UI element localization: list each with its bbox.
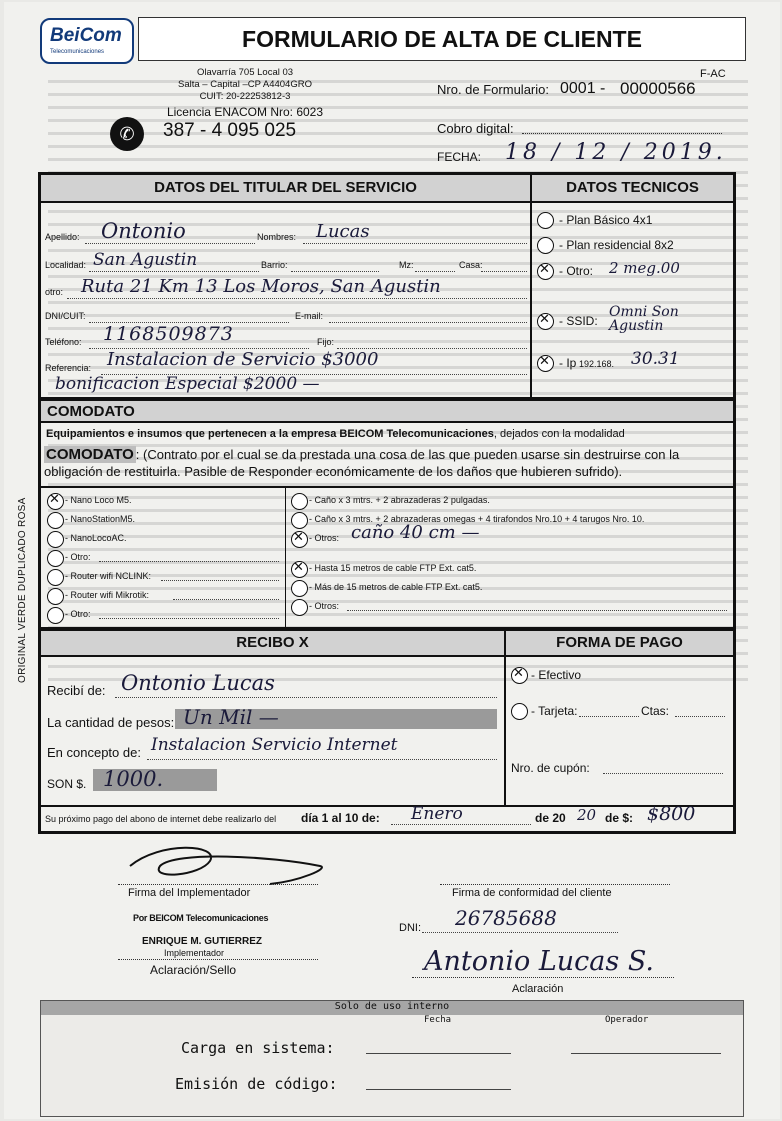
otros-2-check[interactable] xyxy=(291,599,308,616)
comodato-definition-a: : (Contrato por el cual se da prestada una cosa de las que pueden usarse sin destruirse con la xyxy=(135,447,680,462)
telefono-value[interactable]: 1168509873 xyxy=(103,323,234,345)
form-number-label: Nro. de Formulario: xyxy=(437,82,549,97)
implementador-sign-line xyxy=(118,884,318,885)
form-code: F-AC xyxy=(700,68,726,80)
internal-fecha-label: Fecha xyxy=(424,1015,452,1025)
telefono-label: Teléfono: xyxy=(45,337,82,347)
casa-label: Casa: xyxy=(459,260,483,270)
localidad-value[interactable]: San Agustin xyxy=(93,250,198,270)
otros-1-check[interactable] xyxy=(291,531,308,548)
referencia-value[interactable]: Instalacion de Servicio $3000 xyxy=(107,349,379,370)
comodato-intro-tail: , dejados con la modalidad xyxy=(493,428,625,440)
dni-sign-line xyxy=(422,932,618,933)
titular-heading: DATOS DEL TITULAR DEL SERVICIO xyxy=(41,175,530,203)
recibo-footer-rule xyxy=(41,805,733,807)
router-mikrotik-line xyxy=(173,599,279,600)
pago-heading: FORMA DE PAGO xyxy=(506,631,733,657)
proximo-mes-line xyxy=(391,824,531,825)
aclaracion-label: Aclaración xyxy=(512,983,564,995)
comodato-left-item: - Nano Loco M5. xyxy=(65,495,132,505)
plan-otro-value[interactable]: 2 meg.00 xyxy=(609,259,680,277)
company-address xyxy=(150,67,340,103)
internal-use-section xyxy=(40,1000,744,1117)
cupon-line xyxy=(603,773,723,774)
router-nclink-check[interactable] xyxy=(47,569,64,586)
son-label: SON $. xyxy=(47,777,87,791)
cable-15-check[interactable] xyxy=(291,561,308,578)
email-label: E-mail: xyxy=(295,311,324,321)
comodato-right-item: - Hasta 15 metros de cable FTP Ext. cat5. xyxy=(309,563,477,573)
cobro-digital-label: Cobro digital: xyxy=(437,121,514,136)
company-phone: 387 - 4 095 025 xyxy=(163,120,297,141)
section-divider xyxy=(530,175,532,397)
apellido-line xyxy=(85,243,255,244)
cobro-digital-field[interactable] xyxy=(522,133,722,134)
router-mikrotik-check[interactable] xyxy=(47,588,64,605)
otro-value[interactable]: Ruta 21 Km 13 Los Moros, San Agustin xyxy=(81,276,441,297)
nanostation-check[interactable] xyxy=(47,512,64,529)
fecha-label: FECHA: xyxy=(437,150,482,164)
monto-value[interactable]: $800 xyxy=(647,803,696,825)
recibo-heading: RECIBO X xyxy=(41,631,504,657)
comodato-word: COMODATO xyxy=(46,446,134,463)
otros-1-value[interactable]: caño 40 cm — xyxy=(351,522,480,543)
plan-residencial-label: - Plan residencial 8x2 xyxy=(559,238,674,252)
comodato-right-item: - Caño x 3 mtrs. + 2 abrazaderas 2 pulgadas. xyxy=(309,495,490,505)
recibo-divider xyxy=(504,631,506,805)
ctas-line xyxy=(675,716,725,717)
ssid-label: - SSID: xyxy=(559,314,598,328)
apellido-value[interactable]: Ontonio xyxy=(101,219,186,243)
comodato-section xyxy=(38,398,736,630)
otros-2-line xyxy=(347,610,727,611)
dni-label: DNI/CUIT: xyxy=(45,311,86,321)
ctas-label: Ctas: xyxy=(641,704,670,718)
fecha-value[interactable]: 18 / 12 / 2019. xyxy=(505,140,727,165)
comodato-left-item: - Router wifi Mikrotik: xyxy=(65,590,150,600)
comodato-right-item: - Otros: xyxy=(309,533,340,543)
comodato-right-item: - Caño x 3 mtrs. + 2 abrazaderas omegas + 4 tirafondos Nro.10 + 4 tarugos Nro. 10. xyxy=(309,514,645,524)
casa-line xyxy=(481,271,527,272)
comodato-rule xyxy=(41,486,733,488)
carga-date-line[interactable] xyxy=(366,1053,511,1054)
ssid-radio[interactable] xyxy=(537,313,554,330)
tarjeta-label: - Tarjeta: xyxy=(531,704,578,718)
aclaracion-line xyxy=(412,977,674,978)
monto-label: de $: xyxy=(605,811,634,825)
implementador-sign-label: Firma del Implementador xyxy=(128,887,251,899)
plan-otro-label: - Otro: xyxy=(559,264,594,278)
dni-sign-value[interactable]: 26785688 xyxy=(455,906,557,930)
efectivo-radio[interactable] xyxy=(511,667,528,684)
cano-omega-check[interactable] xyxy=(291,512,308,529)
carga-label: Carga en sistema: xyxy=(181,1039,335,1057)
ip-value[interactable]: 30.31 xyxy=(631,349,680,369)
router-nclink-line xyxy=(161,580,279,581)
email-line xyxy=(329,322,527,323)
concepto-label: En concepto de: xyxy=(47,745,141,760)
comodato-intro-bold: Equipamientos e insumos que pertenecen a la empresa BEICOM Telecomunicaciones xyxy=(46,428,494,440)
localidad-line xyxy=(89,271,259,272)
emision-label: Emisión de código: xyxy=(175,1075,338,1093)
carga-operador-line[interactable] xyxy=(571,1053,721,1054)
recibo-section xyxy=(38,628,736,834)
form-number: 00000566 xyxy=(620,79,696,98)
de20-label: de 20 xyxy=(535,811,566,825)
cantidad-value[interactable]: Un Mil — xyxy=(183,705,279,729)
cano-2-check[interactable] xyxy=(291,493,308,510)
comodato-intro xyxy=(46,428,625,440)
aclaracion-sello-label: Aclaración/Sello xyxy=(150,963,237,977)
referencia-value-2[interactable]: bonificacion Especial $2000 — xyxy=(55,374,320,394)
logo-text: BeiCom xyxy=(50,25,122,46)
nombres-line xyxy=(303,243,527,244)
plan-residencial-radio[interactable] xyxy=(537,237,554,254)
cliente-sign-line xyxy=(440,884,670,885)
ssid-value[interactable]: Omni Son Agustin xyxy=(609,304,679,334)
form-number-prefix: 0001 - xyxy=(560,80,606,97)
proximo-mes-value[interactable]: Enero xyxy=(411,804,463,824)
cantidad-label: La cantidad de pesos: xyxy=(47,715,175,730)
cliente-name-handwritten[interactable]: Antonio Lucas S. xyxy=(424,946,654,977)
son-value[interactable]: 1000. xyxy=(103,767,164,791)
comodato-left-item: - Otro: xyxy=(65,609,91,619)
otro-label: otro: xyxy=(45,287,64,297)
referencia-label: Referencia: xyxy=(45,363,92,373)
recibi-value[interactable]: Ontonio Lucas xyxy=(121,671,275,695)
comodato-right-item: - Otros: xyxy=(309,601,340,611)
efectivo-label: - Efectivo xyxy=(531,668,582,682)
otro-2-check[interactable] xyxy=(47,607,64,624)
comodato-left-item: - Otro: xyxy=(65,552,91,562)
ip-radio[interactable] xyxy=(537,355,554,372)
proximo-dias: día 1 al 10 de: xyxy=(301,811,380,825)
concepto-line xyxy=(147,759,497,760)
titular-section xyxy=(38,172,736,400)
por-beicom: Por BEICOM Telecomunicaciones xyxy=(133,913,269,923)
logo-subtext: Telecomunicaciones xyxy=(50,49,105,55)
dni-sign-label: DNI: xyxy=(399,922,421,934)
comodato-definition xyxy=(44,446,724,480)
ip-label: - Ip xyxy=(559,356,577,370)
nombres-label: Nombres: xyxy=(257,232,297,242)
nanoloco-ac-check[interactable] xyxy=(47,531,64,548)
implementador-name: ENRIQUE M. GUTIERREZ xyxy=(142,936,263,947)
comodato-right-item: - Más de 15 metros de cable FTP Ext. cat5. xyxy=(309,582,483,592)
form-title: FORMULARIO DE ALTA DE CLIENTE xyxy=(138,17,746,61)
tecnicos-heading: DATOS TECNICOS xyxy=(532,175,733,203)
otro-1-line xyxy=(99,561,279,562)
recibi-label: Recibí de: xyxy=(47,683,106,698)
otro-1-check[interactable] xyxy=(47,550,64,567)
internal-operador-label: Operador xyxy=(605,1015,649,1025)
tarjeta-radio[interactable] xyxy=(511,703,528,720)
de20-value[interactable]: 20 xyxy=(577,806,597,824)
fijo-label: Fijo: xyxy=(317,337,335,347)
apellido-label: Apellido: xyxy=(45,232,80,242)
mz-label: Mz: xyxy=(399,260,414,270)
address-line-1: Olavarría 705 Local 03 xyxy=(196,67,294,78)
cupon-label: Nro. de cupón: xyxy=(511,761,590,775)
otro-2-line xyxy=(99,618,279,619)
implementador-role: Implementador xyxy=(164,948,225,958)
barrio-line xyxy=(291,271,379,272)
comodato-left-item: - Router wifi NCLINK: xyxy=(65,571,152,581)
recibi-line xyxy=(115,697,497,698)
aclaracion-sello-line xyxy=(118,959,318,960)
comodato-definition-b: obligación de restituirla. Pasible de Responder económicamente de los daños que hubieren sufrido). xyxy=(44,464,623,479)
comodato-divider xyxy=(285,487,286,627)
proximo-pago-label: Su próximo pago del abono de internet debe realizarlo del xyxy=(45,814,277,824)
beicom-logo xyxy=(40,18,134,64)
plan-basico-label: - Plan Básico 4x1 xyxy=(559,213,653,227)
address-line-2: Salta – Capital –CP A4404GRO xyxy=(178,79,312,90)
localidad-label: Localidad: xyxy=(45,260,87,270)
nombres-value[interactable]: Lucas xyxy=(316,221,370,242)
cliente-sign-label: Firma de conformidad del cliente xyxy=(452,887,612,899)
tarjeta-line xyxy=(579,716,639,717)
cable-mas-15-check[interactable] xyxy=(291,580,308,597)
whatsapp-phone-icon: ✆ xyxy=(110,117,144,151)
ip-prefix: 192.168. xyxy=(579,359,615,369)
comodato-heading: COMODATO xyxy=(41,401,733,423)
comodato-left-item: - NanoLocoAC. xyxy=(65,533,127,543)
otro-line xyxy=(67,298,527,299)
cuit: CUIT: 20-22253812-3 xyxy=(199,91,291,102)
plan-basico-radio[interactable] xyxy=(537,212,554,229)
copy-color-note: ORIGINAL VERDE DUPLICADO ROSA xyxy=(17,497,28,683)
mz-line xyxy=(415,271,455,272)
concepto-value[interactable]: Instalacion Servicio Internet xyxy=(151,735,398,755)
comodato-left-item: - NanoStationM5. xyxy=(65,514,136,524)
internal-heading: Solo de uso interno xyxy=(41,1001,743,1015)
barrio-label: Barrio: xyxy=(261,260,288,270)
emision-date-line[interactable] xyxy=(366,1089,511,1090)
license-number: Licencia ENACOM Nro: 6023 xyxy=(166,105,324,119)
plan-otro-radio[interactable] xyxy=(537,263,554,280)
nano-loco-m5-check[interactable] xyxy=(47,493,64,510)
